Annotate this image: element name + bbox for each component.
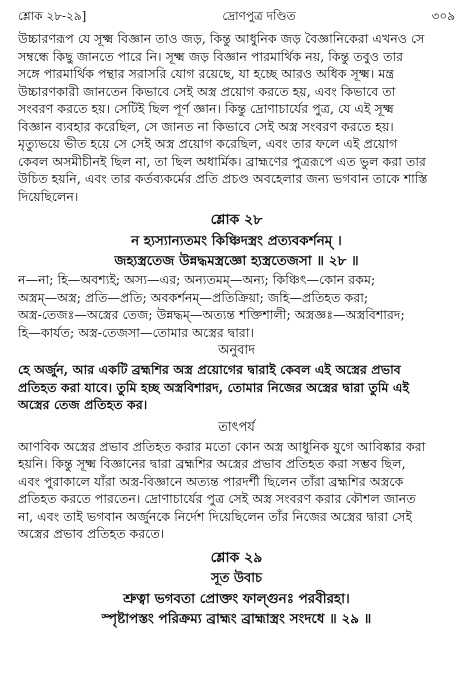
synonym-line: হি—কার্যত; অস্ত্র-তেজসা—তোমার অস্ত্রের দ্বারা। [18, 324, 255, 340]
purport-line: অস্ত্রের প্রভাব প্রতিহত করতে। [18, 526, 165, 541]
translation-line: প্রতিহত করা যাবে। তুমি হচ্ছ অস্ত্রবিশারদ, তোমার নিজের অস্ত্রের দ্বারা তুমি এই [18, 379, 410, 395]
synonym-line: অস্ত্র-তেজঃ—অস্ত্রের তেজ; উন্নদ্ধম্—অত্যন্ত শক্তিশালী; অস্ত্রজ্ঞঃ—অস্ত্রবিশারদ; [18, 307, 405, 322]
purport-line: উচ্চারণরূপ যে সূক্ষ্ম বিজ্ঞান তাও জড়, কিন্তু আধুনিক জড় বৈজ্ঞানিকেরা এখনও সে [18, 31, 425, 46]
purport-line: হয়নি। কিন্তু সূক্ষ্ম বিজ্ঞানের দ্বারা ব্রহ্মশির অস্ত্রের প্রভাব প্রতিহত করা সম্ভব ছিল, [18, 456, 406, 471]
purport-28 [18, 438, 455, 543]
header-verse-range: শ্লোক ২৮-২৯] [18, 9, 87, 23]
purport-line: এবং পুরাকালে যাঁরা অস্ত্র-বিজ্ঞানে অত্যন্ত পারদর্শী ছিলেন তাঁরা ব্রহ্মশির অস্ত্রকে [18, 473, 404, 489]
synonym-line: ন—না; হি—অবশ্যই; অস্য—এর; অন্যতমম্—অন্য; কিঞ্চিৎ—কোন রকম; [18, 272, 376, 287]
translation-line: অস্ত্রের তেজ প্রতিহত কর। [18, 397, 148, 412]
header-page-number: ৩০৯ [431, 9, 455, 23]
translation-label: অনুবাদ [218, 343, 255, 358]
purport-line: আণবিক অস্ত্রের প্রভাব প্রতিহত করার মতো কোন অস্ত্র আধুনিক যুগে আবিষ্কার করা [18, 438, 426, 454]
verse-29-heading: শ্লোক ২৯ [210, 549, 263, 566]
purport-line: বিজ্ঞান ব্যবহার করেছিল, সে জানত না কিভাবে সেই অস্ত্র সংবরণ করতে হয়। [18, 118, 394, 134]
purport-line: প্রতিহত করতে পারতেন। দ্রোণাচার্যের পুত্র সেই অস্ত্র সংবরণ করার কৌশল জানত [18, 491, 416, 506]
verse-29-line-1: শ্রুত্বা ভগবতা প্রোক্তং ফাল্গুনঃ পরবীরহা। [123, 590, 350, 607]
verse-29-speaker: সূত উবাচ [210, 570, 262, 586]
verse-28-heading: শ্লোক ২৮ [210, 212, 263, 228]
purport-line: উচিত হয়নি, এবং তার কর্তব্যকর্মের প্রতি প্রচণ্ড অবহেলার জন্য ভগবান তাকে শাস্তি [18, 171, 428, 186]
purport-line: উচ্চারণকারী জানতেন কিভাবে সেই অস্ত্র প্রয়োগ করতে হয়, এবং কিভাবে তা [18, 83, 396, 99]
header-chapter-title: দ্রোণপুত্র দণ্ডিত [222, 9, 296, 23]
purport-line: না, এবং তাই ভগবান অর্জুনকে নির্দেশ দিয়েছিলেন তাঁর নিজের অস্ত্রের দ্বারা সেই [18, 508, 413, 524]
purport-label: তাৎপর্য [218, 419, 255, 435]
verse-28-line-1: ন হ্যস্যান্যতমং কিঞ্চিদস্ত্রং প্রত্যবকর্শনম্ । [131, 233, 342, 249]
purport-line: সঙ্গে পারমার্থিক পন্থার সরাসরি যোগ রয়েছে, যা হচ্ছে আরও অধিক সূক্ষ্ম। মন্ত্র [18, 66, 395, 81]
purport-line: মৃত্যুভয়ে ভীত হয়ে সে সেই অস্ত্র প্রয়োগ করেছিল, এবং তার ফলে এই প্রয়োগ [18, 136, 398, 151]
purport-line: দিয়েছিলেন। [18, 188, 79, 204]
verse-29-line-2: স্পৃষ্টাপস্তং পরিক্রম্য ব্রাহ্মং ব্রাহ্মাস্ত্রং সংদধে ॥ ২৯ ॥ [101, 610, 372, 627]
verse-28-line-2: জহ্যস্ত্রতেজ উন্নদ্ধমস্ত্রজ্ঞো হ্যস্ত্রতেজসা ॥ ২৮ ॥ [114, 253, 359, 269]
purport-line: কেবল অসমীচীনই ছিল না, তা ছিল অধার্মিক। ব্রাহ্মণের পুত্ররূপে এত ভুল করা তার [18, 153, 426, 169]
purport-line: সংবরণ করতে হয়। সেটিই ছিল পূর্ণ জ্ঞান। কিন্তু দ্রোণাচার্যের পুত্র, যে এই সূক্ষ্ম [18, 101, 394, 116]
running-header [18, 0, 455, 30]
purport-line: সম্বন্ধে কিছু জানতে পারে নি। সূক্ষ্ম জড় বিজ্ঞান পারমার্থিক নয়, কিন্তু তবুও তার [18, 48, 404, 64]
translation-line: হে অর্জুন, আর একটি ব্রহ্মশির অস্ত্র প্রয়োগের দ্বারাই কেবল এই অস্ত্রের প্রভাব [18, 362, 401, 377]
synonyms-28 [18, 271, 455, 341]
translation-28 [18, 361, 455, 414]
synonym-line: অস্ত্রম্—অস্ত্র; প্রতি—প্রতি; অবকর্শনম্—প্রতিক্রিয়া; জহি—প্রতিহত করা; [18, 289, 369, 305]
purport-continued [18, 30, 455, 205]
